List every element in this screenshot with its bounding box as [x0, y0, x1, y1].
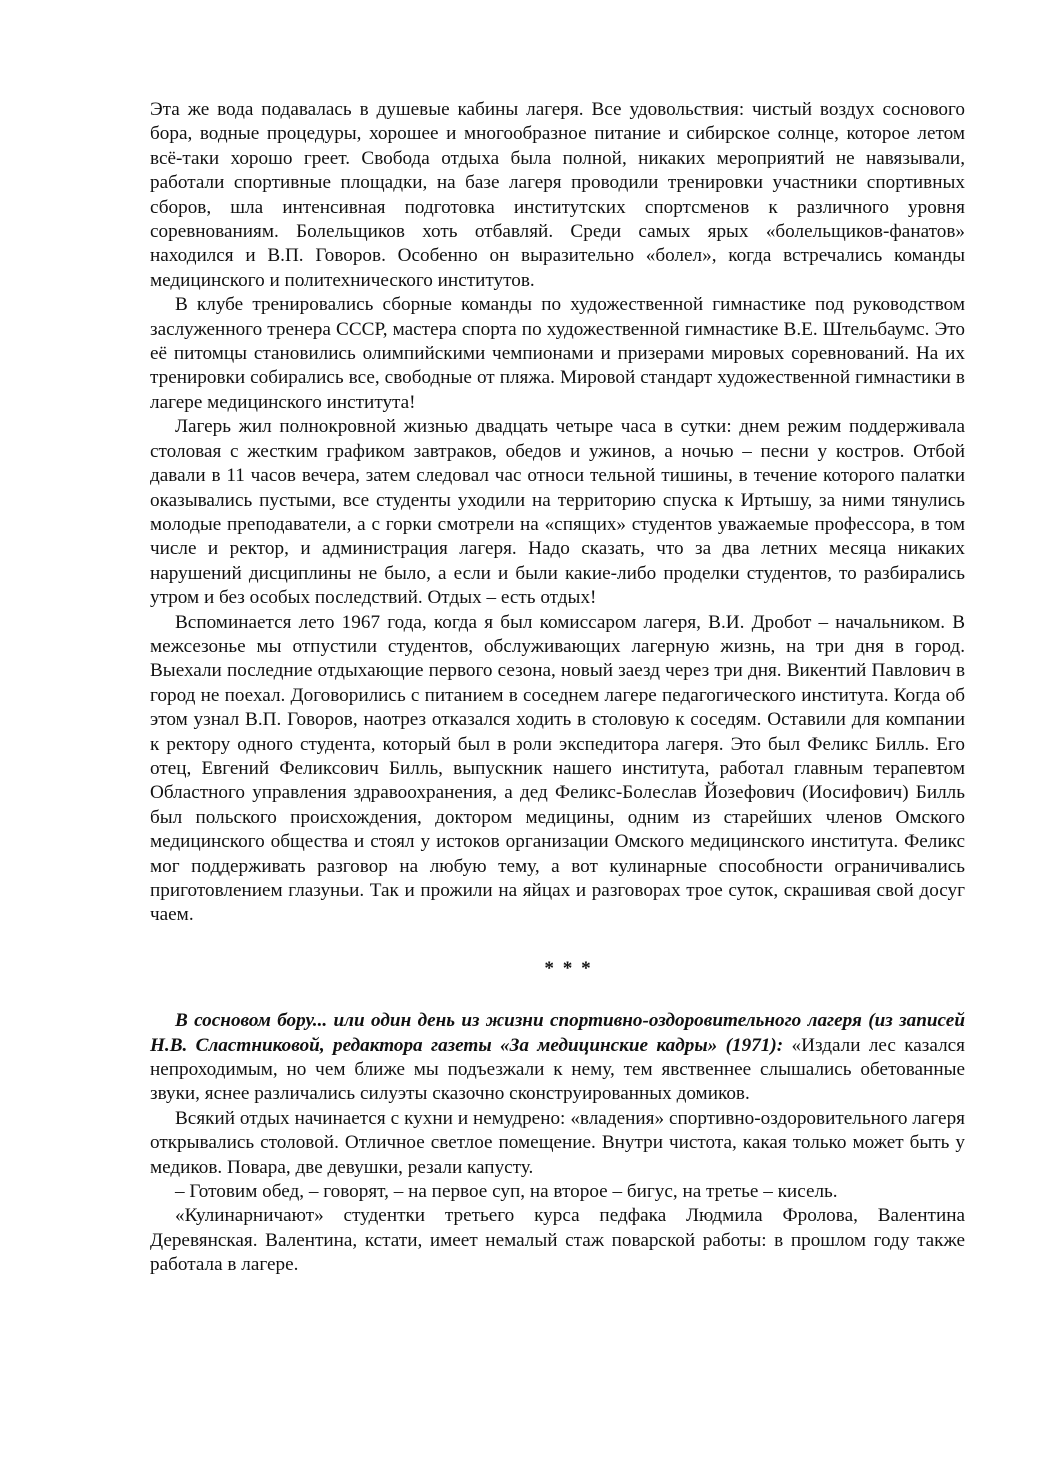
document-page	[150, 98, 965, 1278]
paragraph-summer-1967: Вспоминается лето 1967 года, когда я был комиссаром лагеря, В.И. Дробот – начальником. В межсезонье мы отпустили студентов, обслуживающих лагерную жизнь, на три дня в город. Выехали последние отдыхающие первого сезона, новый заезд через три дня. Викентий Павлович в город не поехал. Договорились с питанием в соседнем лагере педагогического института. Когда об этом узнал В.П. Говоров, наотрез отказался ходить в столовую к соседям. Оставили для компании к ректору одного студента, который был в роли экспедитора лагеря. Это был Феликс Билль. Его отец, Евгений Феликсович Билль, выпускник нашего института, работал главным терапевтом Областного управления здравоохранения, а дед Феликс-Болеслав Йозефович (Иосифович) Билль был польского происхождения, доктором медицины, одним из старейших членов Омского медицинского общества и стоял у истоков организации Омского медицинского института. Феликс мог поддерживать разговор на любую тему, а вот кулинарные способности ограничивались приготовлением глазуньи. Так и прожили на яйцах и разговорах трое суток, скрашивая свой досуг чаем.	[150, 611, 965, 926]
paragraph-dialogue: – Готовим обед, – говорят, – на первое суп, на второе – бигус, на третье – кисель.	[175, 1181, 838, 1203]
section-heading: В сосновом бору... или один день из жизни спортивно-оздоровительного лагеря (из записей Н.В. Сластниковой, редактора газеты «За медицинские кадры» (1971):	[150, 1010, 965, 1056]
paragraph-camp-life: Лагерь жил полнокровной жизнью двадцать четыре часа в сутки: днем режим поддерживала столовая с жестким графиком завтраков, обедов и ужинов, а ночью – песни у костров. Отбой давали в 11 часов вечера, затем следовал час относи тельной тишины, в течение которого палатки оказывались пустыми, все студенты уходили на территорию спуска к Иртышу, за ними тянулись молодые преподаватели, а с горки смотрели на «спящих» студентов уважаемые профессора, в том числе и ректор, и администрация лагеря. Надо сказать, что за два летних месяца никаких нарушений дисциплины не было, а если и были какие-либо проделки студентов, то разбирались утром и без особых последствий. Отдых – есть отдых!	[150, 416, 965, 609]
paragraph-kitchen: Всякий отдых начинается с кухни и немудрено: «владения» спортивно-оздоровительного лагеря открывались столовой. Отличное светлое помещение. Внутри чистота, какая только может быть у медиков. Повара, две девушки, резали капусту.	[150, 1107, 965, 1178]
paragraph-gymnastics-club: В клубе тренировались сборные команды по художественной гимнастике под руководством заслуженного тренера СССР, мастера спорта по художественной гимнастике В.Е. Штельбаумс. Это её питомцы становились олимпийскими чемпионами и призерами мировых соревнований. На их тренировки собирались все, свободные от пляжа. Мировой стандарт художественной гимнастики в лагере медицинского института!	[150, 294, 965, 413]
paragraph-cooks: «Кулинарничают» студентки третьего курса педфака Людмила Фролова, Валентина Деревянская. Валентина, кстати, имеет немалый стаж поварской работы: в прошлом году также работала в лагере.	[150, 1205, 965, 1276]
quote-start: «Издали лес казался непроходимым, но чем ближе мы подъезжали к нему, тем явственнее слышались обетованные звуки, яснее различались силуэты сказочно сконструированных домиков.	[150, 1034, 965, 1105]
section-separator: * * *	[544, 957, 593, 979]
paragraph-water-and-sports: Эта же вода подавалась в душевые кабины лагеря. Все удовольствия: чистый воздух соснового бора, водные процедуры, хорошее и многообразное питание и сибирское солнце, которое летом всё-таки хорошо греет. Свобода отдыха была полной, никаких мероприятий не навязывали, работали спортивные площадки, на базе лагеря проводили тренировки участники спортивных сборов, шла интенсивная подготовка институтских спортсменов к различного уровня соревнованиям. Болельщиков хоть отбавляй. Среди самых ярых «болельщиков-фанатов» находился и В.П. Говоров. Особенно он выразительно «болел», когда встречались команды медицинского и политехнического институтов.	[150, 99, 965, 291]
section-heading-paragraph	[150, 1009, 965, 1107]
